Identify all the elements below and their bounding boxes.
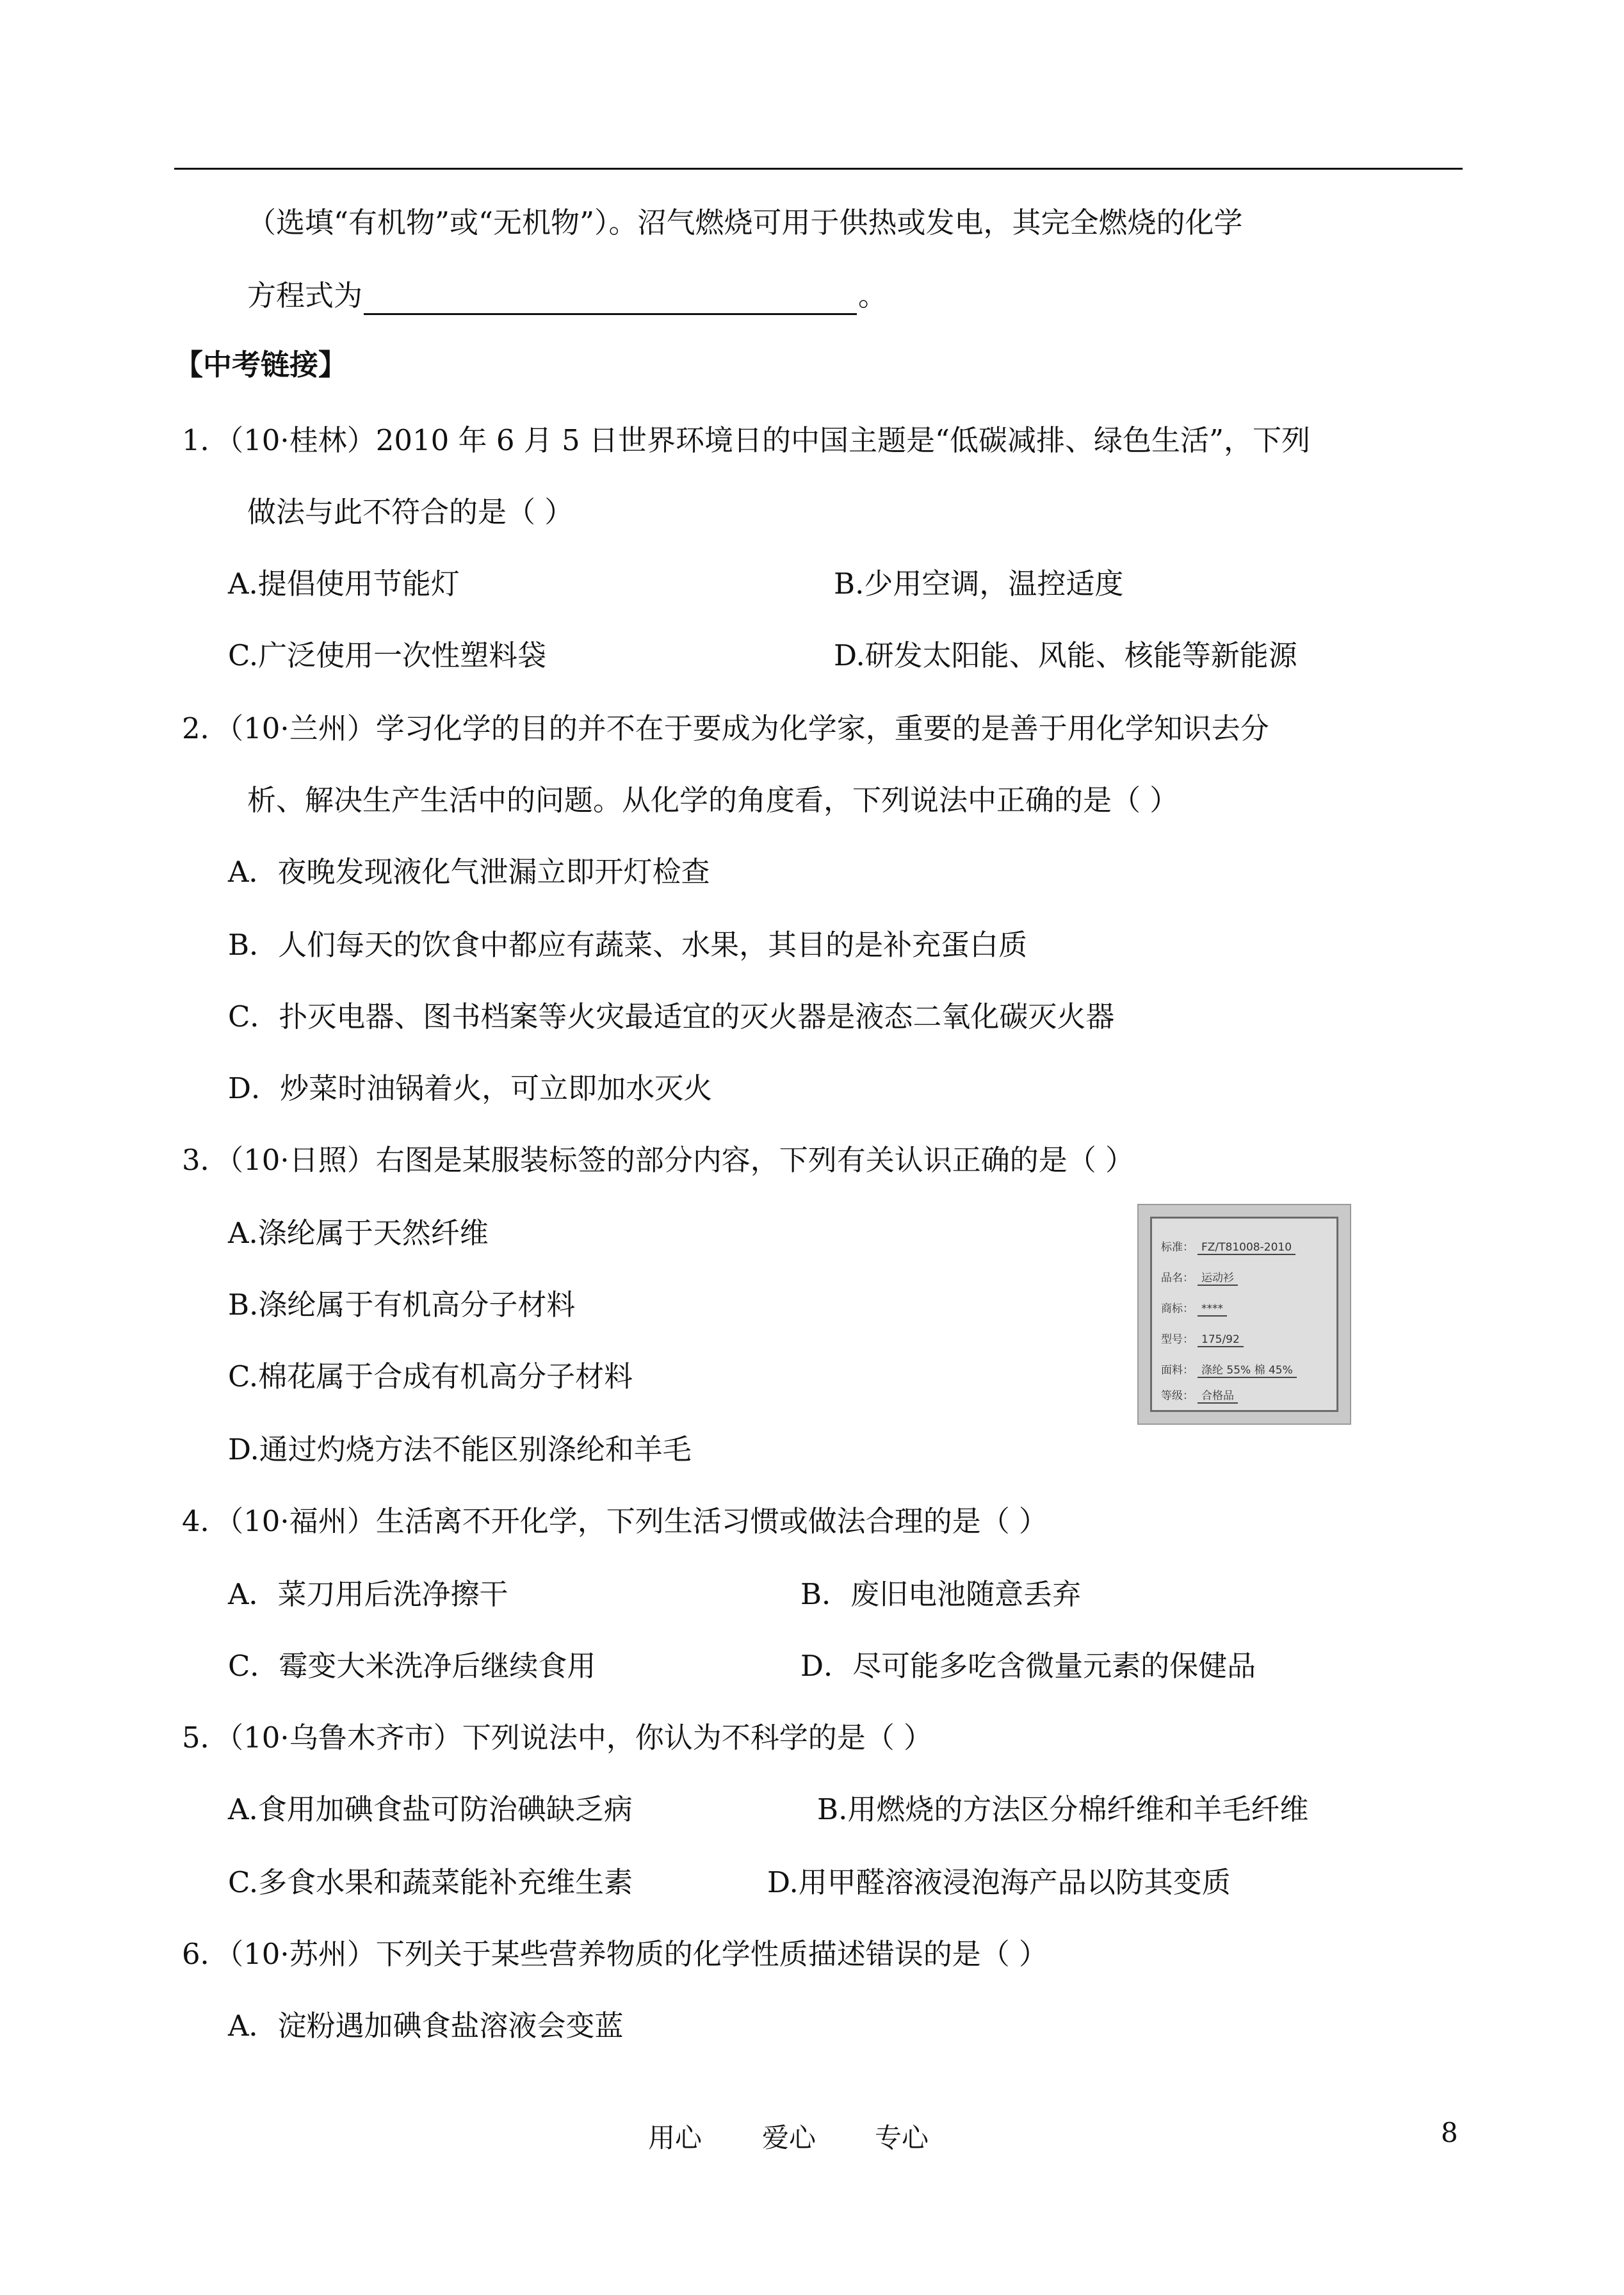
header-rule (174, 168, 1463, 170)
q2-option-a: A．夜晚发现液化气泄漏立即开灯检查 (228, 855, 710, 889)
q3-option-a: A.涤纶属于天然纤维 (228, 1216, 489, 1250)
q2-option-b: B．人们每天的饮食中都应有蔬菜、水果，其目的是补充蛋白质 (228, 928, 1028, 962)
label-row-name: 品名： 运动衫 (1161, 1269, 1238, 1286)
q1-option-c: C.广泛使用一次性塑料袋 (228, 638, 547, 672)
garment-label-image (1137, 1204, 1351, 1425)
q5-option-a: A.食用加碘食盐可防治碘缺乏病 (228, 1792, 633, 1826)
q3-option-d: D.通过灼烧方法不能区别涤纶和羊毛 (228, 1432, 692, 1466)
footer-motto-2: 爱心 (762, 2122, 816, 2153)
q6-option-a: A．淀粉遇加碘食盐溶液会变蓝 (228, 2009, 624, 2043)
q1-option-b: B.少用空调，温控适度 (834, 567, 1124, 601)
q1-stem-line-1: 1．（10·桂林）2010 年 6 月 5 日世界环境日的中国主题是“低碳减排、绿色生活”，下列 (182, 423, 1311, 457)
footer-motto-1: 用心 (648, 2122, 702, 2153)
q2-option-d: D．炒菜时油锅着火，可立即加水灭火 (228, 1071, 713, 1105)
q2-stem-line-2: 析、解决生产生活中的问题。从化学的角度看，下列说法中正确的是（ ） (247, 783, 1179, 817)
label-row-fabric: 面料： 涤纶 55% 棉 45% (1161, 1361, 1297, 1378)
q3-option-c: C.棉花属于合成有机高分子材料 (228, 1359, 633, 1393)
q4-option-b: B．废旧电池随意丢弃 (800, 1577, 1082, 1611)
section-heading: 【中考链接】 (174, 348, 348, 382)
continuation-suffix: 。 (858, 279, 888, 312)
continuation-prefix: 方程式为 (247, 279, 363, 312)
q5-option-c: C.多食水果和蔬菜能补充维生素 (228, 1865, 633, 1899)
q1-stem-line-2: 做法与此不符合的是（ ） (247, 495, 574, 529)
q5-option-b: B.用燃烧的方法区分棉纤维和羊毛纤维 (817, 1792, 1309, 1826)
q2-stem-line-1: 2．（10·兰州）学习化学的目的并不在于要成为化学家，重要的是善于用化学知识去分 (182, 711, 1269, 745)
q3-option-b: B.涤纶属于有机高分子材料 (228, 1288, 576, 1322)
garment-label-card (1150, 1217, 1338, 1412)
page-number: 8 (1441, 2117, 1458, 2148)
continuation-line-1: （选填“有机物”或“无机物”）。沼气燃烧可用于供热或发电，其完全燃烧的化学 (247, 206, 1243, 239)
q1-option-a: A.提倡使用节能灯 (228, 567, 460, 601)
label-row-grade: 等级： 合格品 (1161, 1386, 1238, 1404)
answer-blank (364, 284, 857, 315)
label-row-trademark: 商标： **** (1161, 1299, 1227, 1317)
continuation-line-2 (247, 277, 887, 315)
q4-stem: 4．（10·福州）生活离不开化学，下列生活习惯或做法合理的是（ ） (182, 1504, 1048, 1538)
q5-option-d: D.用甲醛溶液浸泡海产品以防其变质 (767, 1865, 1231, 1899)
q4-option-c: C．霉变大米洗净后继续食用 (228, 1649, 596, 1683)
label-row-size: 型号： 175/92 (1161, 1330, 1244, 1347)
q4-option-d: D．尽可能多吃含微量元素的保健品 (800, 1649, 1256, 1683)
q6-stem: 6．（10·苏州）下列关于某些营养物质的化学性质描述错误的是（ ） (182, 1937, 1048, 1971)
q1-option-d: D.研发太阳能、风能、核能等新能源 (834, 638, 1297, 672)
label-row-standard: 标准： FZ/T81008-2010 (1161, 1238, 1295, 1255)
q2-option-c: C．扑灭电器、图书档案等火灾最适宜的灭火器是液态二氧化碳灭火器 (228, 1000, 1115, 1034)
q3-stem: 3．（10·日照）右图是某服装标签的部分内容，下列有关认识正确的是（ ） (182, 1143, 1135, 1177)
footer-motto-3: 专心 (875, 2122, 929, 2153)
q5-stem: 5．（10·乌鲁木齐市）下列说法中，你认为不科学的是（ ） (182, 1721, 933, 1755)
q4-option-a: A．菜刀用后洗净擦干 (228, 1577, 508, 1611)
